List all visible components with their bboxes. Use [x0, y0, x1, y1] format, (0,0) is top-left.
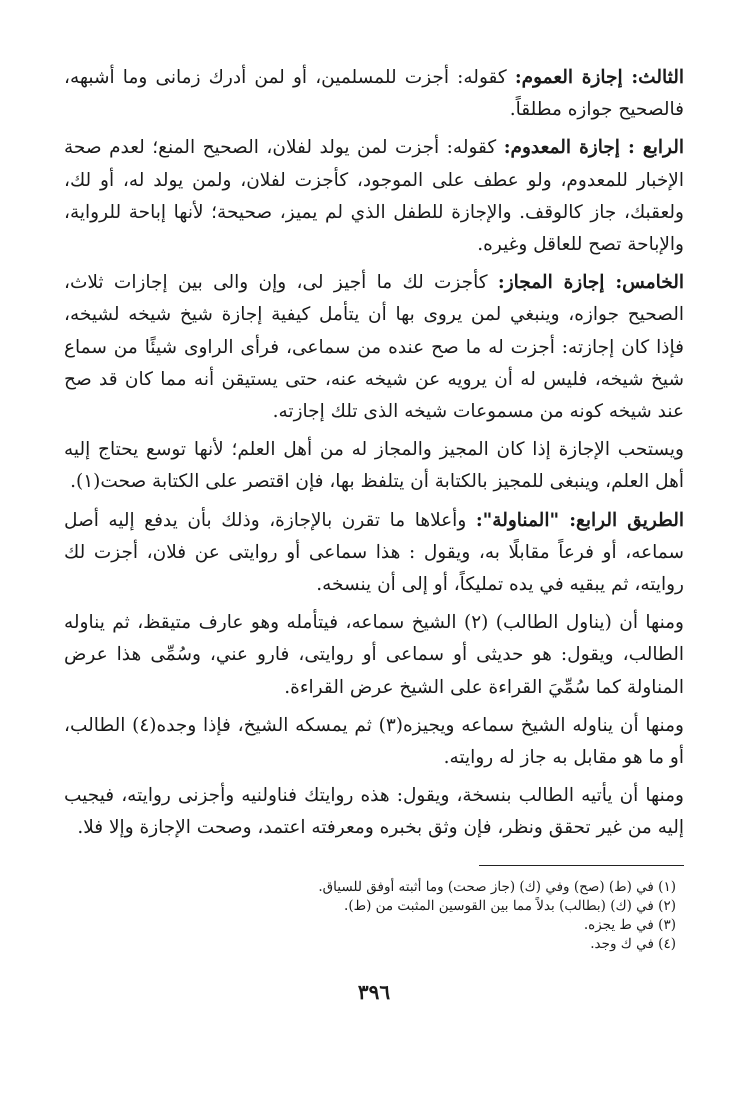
paragraph-text: ومنها أن يناوله الشيخ سماعه ويجيزه(٣) ثم يمسكه الشيخ، فإذا وجده(٤) الطالب، أو ما هو مقابل به جاز له روايته. [64, 714, 684, 769]
paragraph-munawala-2 [64, 710, 684, 774]
paragraph-text: كقوله: أجزت لمن يولد لفلان، الصحيح المنع؛ لعدم صحة الإخبار للمعدوم، ولو عطف على الموجود، كأجزت لفلان، ولمن يولد له، أو لك، ولعقبك، جاز كالوقف. والإجازة للطفل الذي لم يميز، صحيحة؛ لأنها إباحة للرواية، والإباحة تصح للعاقل وغيره. [64, 137, 684, 256]
paragraph-heading: الطريق الرابع: "المناولة": [475, 509, 685, 531]
paragraph-heading: الرابع : إجازة المعدوم: [503, 137, 684, 159]
book-page [64, 62, 684, 1072]
paragraph-munawala-3 [64, 780, 684, 844]
paragraph-heading: الثالث: إجازة العموم: [514, 67, 684, 88]
paragraph-recommendation [64, 434, 684, 498]
page-number: ٣٩٦ [357, 979, 391, 1004]
paragraph-munawala-1 [64, 607, 684, 704]
paragraph-fourth-method [64, 505, 684, 602]
paragraph-text: كقوله: أجزت للمسلمين، أو لمن أدرك زمانى وما أشبهه، فالصحيح جوازه مطلقاً. [64, 67, 684, 121]
paragraph-text: وأعلاها ما تقرن بالإجازة، وذلك بأن يدفع إليه أصل سماعه، أو فرعاً مقابلًا به، ويقول : هذا سماعى أو روايتى عن فلان، أجزت لك روايته، ثم يبقيه في يده تمليكاً، أو إلى أن ينسخه. [64, 509, 684, 596]
paragraph-third-type [64, 62, 684, 126]
footnote-3: (٣) في ط يجزه. [583, 916, 676, 933]
paragraph-text: ومنها أن يأتيه الطالب بنسخة، ويقول: هذه روايتك فناولنيه وأجزنى روايته، فيجيب إليه من غير تحقق ونظر، فإن وثق بخبره ومعرفته اعتمد، وصحت الإجازة وإلا فلا. [64, 785, 684, 839]
paragraph-fifth-type [64, 267, 684, 428]
paragraph-text: ويستحب الإجازة إذا كان المجيز والمجاز له من أهل العلم؛ لأنها توسع يحتاج إليه أهل العلم، وينبغى للمجيز بالكتابة أن يتلفظ بها، فإن اقتصر على الكتابة صحت(١). [64, 439, 684, 493]
footnotes [64, 878, 684, 954]
paragraph-fourth-type [64, 132, 684, 261]
paragraph-text: ومنها أن (يناول الطالب) (٢) الشيخ سماعه، فيتأمله وهو عارف متيقظ، ثم يناوله الطالب، ويقول: هو حديثى أو سماعى أو روايتى، فارو عني، وسُمِّى هذا عرض المناولة كما سُمِّيَ القراءة على الشيخ عرض القراءة. [64, 612, 684, 698]
footnote-separator [479, 865, 684, 866]
paragraph-heading: الخامس: إجازة المجاز: [497, 272, 685, 294]
footnote-1: (١) في (ط) (صح) وفي (ك) (جاز صحت) وما أثبته أوفق للسياق. [318, 878, 676, 895]
footnote-4: (٤) في ك وجد. [590, 935, 676, 952]
paragraph-text: كأجزت لك ما أجيز لى، وإن والى بين إجازات ثلاث، الصحيح جوازه، وينبغي لمن يروى بها أن يتأمل كيفية إجازة شيخ شيخه لشيخه، فإذا كان إجازته: أجزت له ما صح عنده من سماعى، فرأى الراوى شيئًا من سماع شيخ شيخه، فليس له أن يرويه عن شيخه عنه، حتى يستيقن أنه مما كان قد صح عند شيخه كونه من مسموعات شيخه الذى تلك إجازته. [64, 272, 684, 423]
footnote-2: (٢) في (ك) (بطالب) بدلاً مما بين القوسين المثبت من (ط). [344, 897, 676, 914]
